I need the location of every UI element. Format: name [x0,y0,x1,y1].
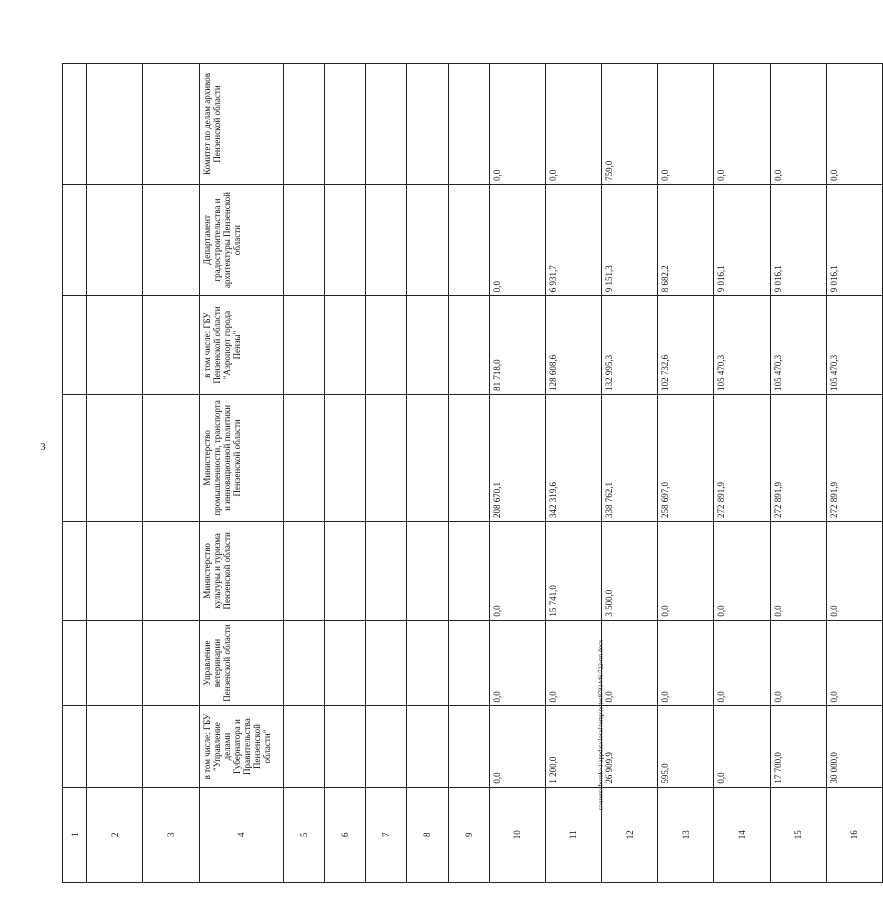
value-cell: 0,0 [826,620,882,706]
column-6 [325,64,366,883]
value-cell: 128 608,6 [545,296,601,395]
empty-cell [63,394,87,521]
empty-cell [325,184,366,295]
empty-cell [366,394,407,521]
column-header-4: 4 [199,787,283,882]
value-cell: 15 741,0 [545,522,601,621]
value-cell: 0,0 [489,522,545,621]
value-cell: 0,0 [770,620,826,706]
empty-cell [283,620,324,706]
column-header-11: 11 [545,787,601,882]
value-cell: 0,0 [658,522,714,621]
empty-cell [143,620,199,706]
empty-cell [366,706,407,787]
empty-cell [283,706,324,787]
empty-cell [87,296,143,395]
row-name-cell: Комитет по делам архивов Пензенской области [199,64,283,185]
value-cell: 9 016,1 [714,184,770,295]
value-cell: 272 891,9 [826,394,882,521]
row-name-cell: Министерство промышленности, транспорта и инновационной политики Пензенской области [199,394,283,521]
empty-cell [87,184,143,295]
empty-cell [325,522,366,621]
value-cell: 759,0 [602,64,658,185]
empty-cell [325,620,366,706]
value-cell: 26 909,9 [602,706,658,787]
value-cell: 17 700,0 [770,706,826,787]
value-cell: 81 718,0 [489,296,545,395]
empty-cell [63,184,87,295]
column-header-14: 14 [714,787,770,882]
column-header-6: 6 [325,787,366,882]
value-cell: 0,0 [770,522,826,621]
column-header-7: 7 [366,787,407,882]
value-cell: 8 682,2 [658,184,714,295]
empty-cell [325,394,366,521]
empty-cell [87,64,143,185]
value-cell: 30 000,0 [826,706,882,787]
column-1 [63,64,87,883]
column-10 [489,64,545,883]
value-cell: 0,0 [714,522,770,621]
value-cell: 3 500,0 [602,522,658,621]
empty-cell [143,296,199,395]
row-name-cell: в том числе: ГБУ Пензенской области "Аэропорт города Пензы" [199,296,283,395]
empty-cell [407,394,448,521]
empty-cell [407,522,448,621]
empty-cell [87,706,143,787]
empty-cell [87,620,143,706]
value-cell: 338 762,1 [602,394,658,521]
column-header-3: 3 [143,787,199,882]
column-header-15: 15 [770,787,826,882]
row-name-cell: в том числе: ГБУ "Управление делами Губернатора и Правительства Пензенской области" [199,706,283,787]
value-cell: 9 016,1 [770,184,826,295]
column-header-9: 9 [448,787,489,882]
value-cell: 105 470,3 [714,296,770,395]
value-cell: 102 732,6 [658,296,714,395]
row-name-cell: Управление ветеринарии Пензенской области [199,620,283,706]
column-4 [199,64,283,883]
empty-cell [448,296,489,395]
value-cell: 0,0 [826,522,882,621]
column-8 [407,64,448,883]
column-14 [714,64,770,883]
empty-cell [407,64,448,185]
empty-cell [407,706,448,787]
value-cell: 0,0 [714,706,770,787]
value-cell: 6 931,7 [545,184,601,295]
empty-cell [448,522,489,621]
empty-cell [325,296,366,395]
empty-cell [325,64,366,185]
empty-cell [283,64,324,185]
value-cell: 0,0 [714,620,770,706]
empty-cell [407,620,448,706]
value-cell: 0,0 [658,64,714,185]
value-cell: 258 697,0 [658,394,714,521]
column-13 [658,64,714,883]
empty-cell [143,184,199,295]
page-number: 3 [40,442,46,453]
value-cell: 0,0 [489,620,545,706]
empty-cell [143,522,199,621]
column-header-1: 1 [63,787,87,882]
value-cell: 342 319,6 [545,394,601,521]
column-5 [283,64,324,883]
row-name-cell: Министерство культуры и туризма Пензенской области [199,522,283,621]
value-cell: 105 470,3 [826,296,882,395]
empty-cell [63,620,87,706]
value-cell: 0,0 [658,620,714,706]
value-cell: 0,0 [545,620,601,706]
empty-cell [448,184,489,295]
column-16 [826,64,882,883]
column-9 [448,64,489,883]
empty-cell [366,64,407,185]
value-cell: 9 016,1 [826,184,882,295]
empty-cell [87,522,143,621]
column-header-13: 13 [658,787,714,882]
column-header-2: 2 [87,787,143,882]
value-cell: 0,0 [770,64,826,185]
row-name-cell: Департамент градостроительства и архитектуры Пензенской области [199,184,283,295]
empty-cell [448,394,489,521]
value-cell: 0,0 [714,64,770,185]
empty-cell [448,64,489,185]
column-header-16: 16 [826,787,882,882]
empty-cell [325,706,366,787]
empty-cell [448,706,489,787]
column-12 [602,64,658,883]
column-header-8: 8 [407,787,448,882]
empty-cell [283,184,324,295]
budget-table [62,63,883,883]
value-cell: 208 670,1 [489,394,545,521]
empty-cell [87,394,143,521]
column-header-5: 5 [283,787,324,882]
column-header-10: 10 [489,787,545,882]
empty-cell [143,64,199,185]
value-cell: 272 891,9 [770,394,826,521]
empty-cell [63,296,87,395]
empty-cell [143,706,199,787]
column-7 [366,64,407,883]
column-15 [770,64,826,883]
value-cell: 595,0 [658,706,714,787]
empty-cell [366,522,407,621]
empty-cell [283,522,324,621]
footer-path: c:\users\sborok~1\appdata\local\temp\notes8793446\722-пп.docx [597,639,605,811]
column-header-12: 12 [602,787,658,882]
value-cell: 0,0 [489,184,545,295]
empty-cell [407,184,448,295]
value-cell: 105 470,3 [770,296,826,395]
empty-cell [366,620,407,706]
value-cell: 9 151,3 [602,184,658,295]
column-2 [87,64,143,883]
value-cell: 0,0 [489,706,545,787]
value-cell: 0,0 [489,64,545,185]
empty-cell [407,296,448,395]
empty-cell [63,706,87,787]
footer [594,600,608,850]
empty-cell [143,394,199,521]
empty-cell [63,522,87,621]
value-cell: 132 995,3 [602,296,658,395]
value-cell: 0,0 [602,620,658,706]
value-cell: 0,0 [826,64,882,185]
empty-cell [366,184,407,295]
empty-cell [283,296,324,395]
empty-cell [366,296,407,395]
value-cell: 0,0 [545,64,601,185]
column-3 [143,64,199,883]
value-cell: 272 891,9 [714,394,770,521]
empty-cell [448,620,489,706]
empty-cell [283,394,324,521]
empty-cell [63,64,87,185]
value-cell: 1 200,0 [545,706,601,787]
